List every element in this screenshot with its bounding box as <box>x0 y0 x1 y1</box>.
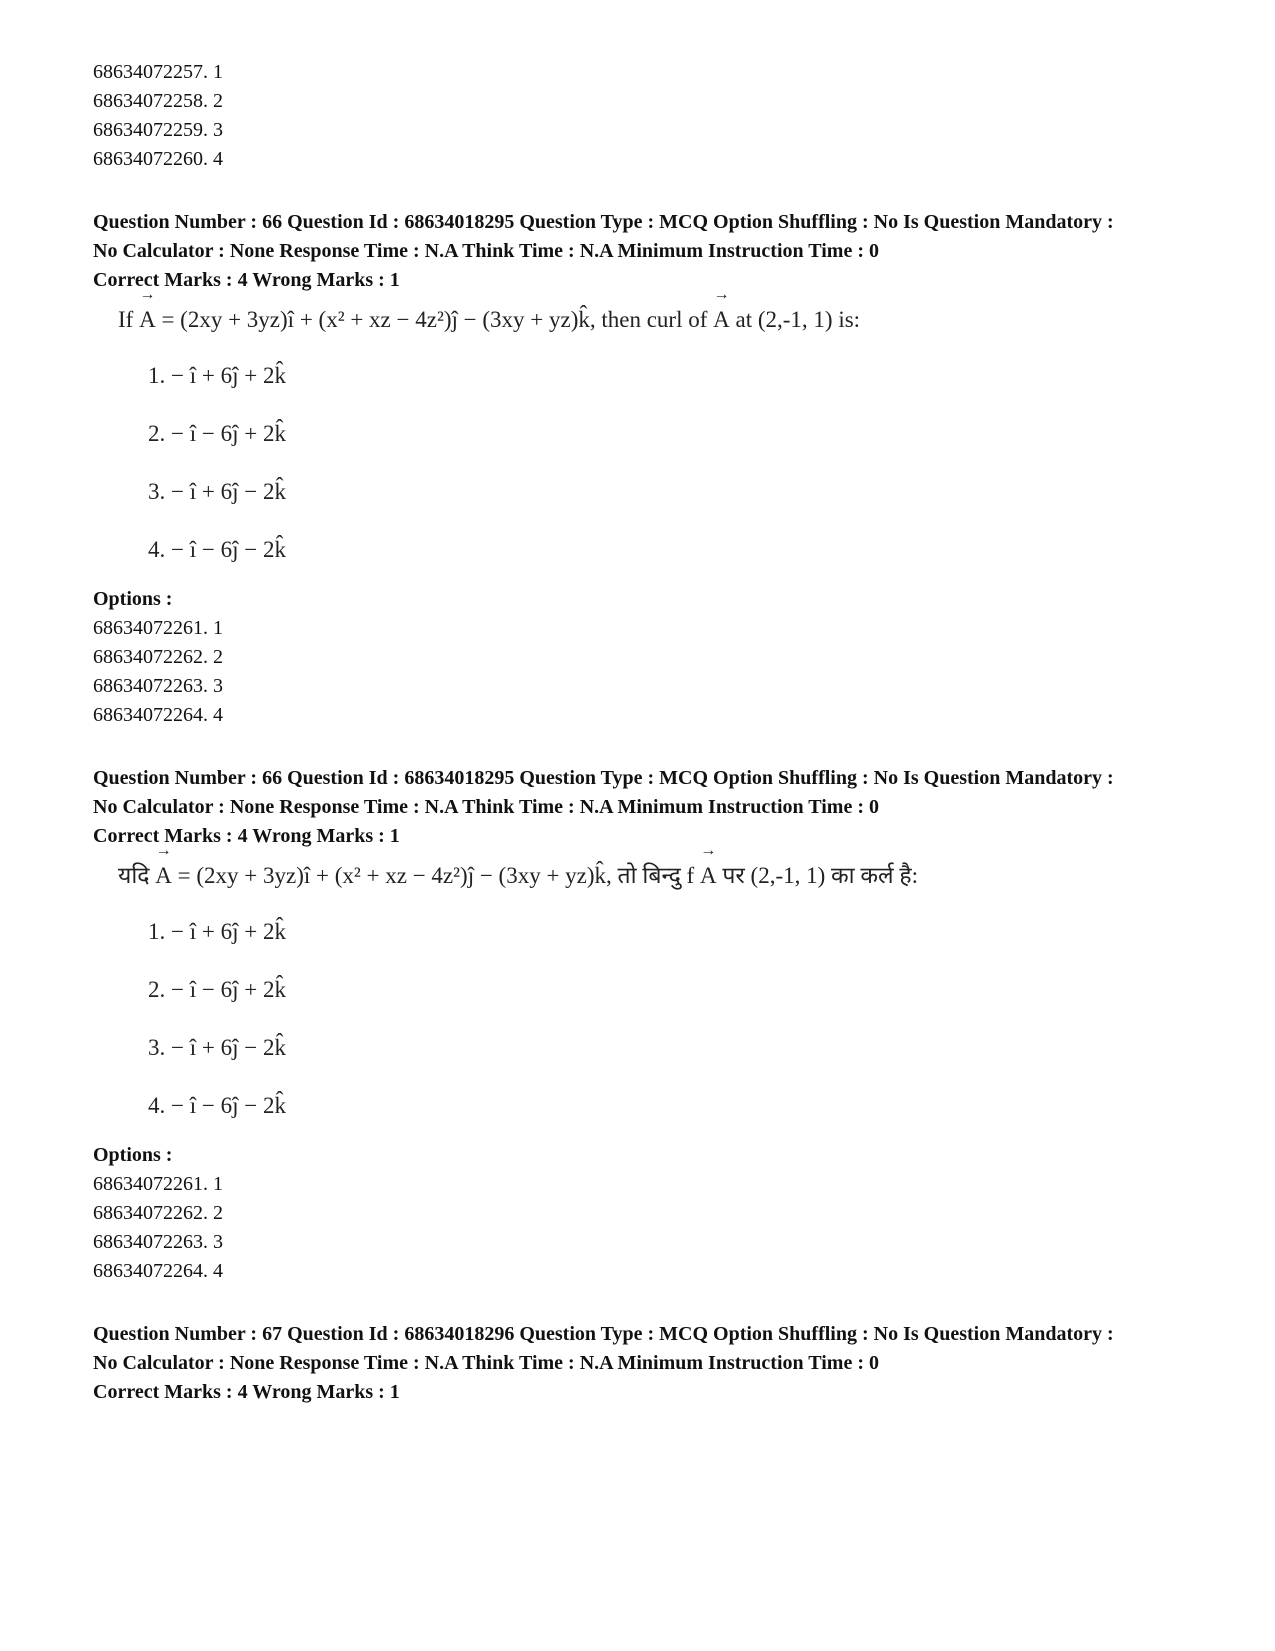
answer-choice: 4. − î − 6ĵ − 2k̂ <box>148 537 286 562</box>
option-id-line: 68634072264. 4 <box>93 1260 223 1282</box>
previous-options-list <box>93 58 1193 174</box>
question-block-66-hi <box>93 764 1193 1286</box>
question-meta-line-2: No Calculator : None Response Time : N.A Think Time : N.A Minimum Instruction Time : 0 <box>93 1352 879 1374</box>
question-suffix: पर (2,-1, 1) का कर्ल है: <box>716 863 918 888</box>
question-meta-line-2: No Calculator : None Response Time : N.A Think Time : N.A Minimum Instruction Time : 0 <box>93 796 879 818</box>
options-list <box>93 614 1193 730</box>
options-label: Options : <box>93 588 173 610</box>
option-id-line: 68634072262. 2 <box>93 1202 223 1224</box>
question-prefix: If <box>118 307 140 332</box>
question-block-66-en <box>93 208 1193 730</box>
question-marks-line: Correct Marks : 4 Wrong Marks : 1 <box>93 1381 400 1403</box>
options-label: Options : <box>93 1144 173 1166</box>
question-block-67 <box>93 1320 1193 1407</box>
question-suffix: at (2,-1, 1) is: <box>729 307 861 332</box>
option-id-line: 68634072260. 4 <box>93 148 223 170</box>
option-id-line: 68634072261. 1 <box>93 1173 223 1195</box>
question-meta-line-1: Question Number : 67 Question Id : 68634018296 Question Type : MCQ Option Shuffling : No Is Question Mandatory : <box>93 1323 1114 1345</box>
options-list <box>93 1170 1193 1286</box>
question-marks-line: Correct Marks : 4 Wrong Marks : 1 <box>93 825 400 847</box>
question-expression: = (2xy + 3yz)î + (x² + xz − 4z²)ĵ − (3xy + yz)k̂, तो बिन्दु f <box>171 863 700 888</box>
question-text <box>118 859 1193 903</box>
vector-a-symbol: → A <box>155 859 172 893</box>
answer-choices <box>93 903 1193 1135</box>
document-page <box>93 58 1193 1407</box>
question-prefix: यदि <box>118 863 156 888</box>
answer-choice: 1. − î + 6ĵ + 2k̂ <box>148 919 286 944</box>
question-text <box>118 303 1193 347</box>
option-id-line: 68634072261. 1 <box>93 617 223 639</box>
answer-choice: 1. − î + 6ĵ + 2k̂ <box>148 363 286 388</box>
option-id-line: 68634072257. 1 <box>93 61 223 83</box>
answer-choice: 4. − î − 6ĵ − 2k̂ <box>148 1093 286 1118</box>
option-id-line: 68634072263. 3 <box>93 675 223 697</box>
question-marks-line: Correct Marks : 4 Wrong Marks : 1 <box>93 269 400 291</box>
option-id-line: 68634072264. 4 <box>93 704 223 726</box>
vector-a-symbol: → A <box>700 859 717 893</box>
answer-choice: 3. − î + 6ĵ − 2k̂ <box>148 479 286 504</box>
option-id-line: 68634072258. 2 <box>93 90 223 112</box>
vector-a-symbol: → A <box>713 303 730 337</box>
question-meta-line-1: Question Number : 66 Question Id : 68634018295 Question Type : MCQ Option Shuffling : No Is Question Mandatory : <box>93 767 1114 789</box>
vector-a-symbol: → A <box>139 303 156 337</box>
question-meta-line-2: No Calculator : None Response Time : N.A Think Time : N.A Minimum Instruction Time : 0 <box>93 240 879 262</box>
answer-choices <box>93 347 1193 579</box>
option-id-line: 68634072259. 3 <box>93 119 223 141</box>
question-expression: = (2xy + 3yz)î + (x² + xz − 4z²)ĵ − (3xy + yz)k̂, then curl of <box>155 307 714 332</box>
question-meta-line-1: Question Number : 66 Question Id : 68634018295 Question Type : MCQ Option Shuffling : No Is Question Mandatory : <box>93 211 1114 233</box>
answer-choice: 2. − î − 6ĵ + 2k̂ <box>148 977 286 1002</box>
option-id-line: 68634072262. 2 <box>93 646 223 668</box>
option-id-line: 68634072263. 3 <box>93 1231 223 1253</box>
answer-choice: 3. − î + 6ĵ − 2k̂ <box>148 1035 286 1060</box>
answer-choice: 2. − î − 6ĵ + 2k̂ <box>148 421 286 446</box>
